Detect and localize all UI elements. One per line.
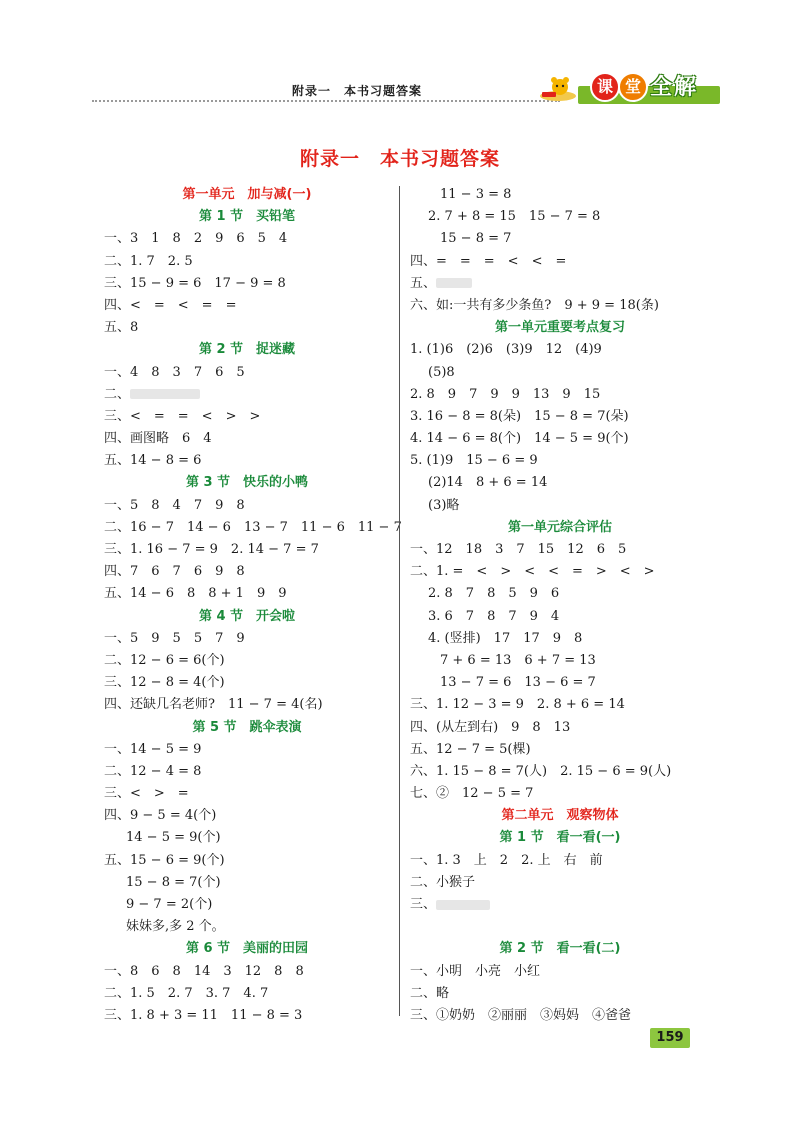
answer-line <box>410 694 710 716</box>
header-dotted-rule <box>92 100 560 102</box>
brand-char-1: 课 <box>590 72 620 102</box>
answer-text: 三、①奶奶 ②丽丽 ③妈妈 ④爸爸 <box>410 1007 632 1023</box>
page-header <box>92 70 720 110</box>
answer-line <box>104 362 390 384</box>
answer-text: 第 2 节 看一看(二) <box>499 941 621 957</box>
answer-line <box>410 184 710 206</box>
answer-text: 六、如:一共有多少条鱼? 9 + 9 = 18(条) <box>410 297 659 313</box>
answer-line <box>410 228 710 250</box>
answer-text: 一、8 6 8 14 3 12 8 8 <box>104 963 304 979</box>
answer-text: 第二单元 观察物体 <box>501 808 619 824</box>
left-column <box>104 184 402 1027</box>
answer-text: 第 6 节 美丽的田园 <box>185 941 309 957</box>
answer-line <box>410 783 710 805</box>
column-divider <box>399 186 400 1016</box>
answer-text: 五、14 − 6 8 8 + 1 9 9 <box>104 586 287 602</box>
answer-line <box>410 495 710 517</box>
answer-text: 二、略 <box>410 985 450 1001</box>
subsection-heading <box>410 317 710 339</box>
header-title: 附录一 本书习题答案 <box>292 84 423 98</box>
answer-text: 1. (1)6 (2)6 (3)9 12 (4)9 <box>410 342 602 358</box>
answer-text: 三、12 − 8 = 4(个) <box>104 675 225 691</box>
bear-mascot-icon <box>538 76 578 102</box>
answer-text: 五、8 <box>104 320 139 336</box>
subsection-heading <box>410 827 710 849</box>
answer-line <box>410 295 710 317</box>
answer-line <box>410 583 710 605</box>
answer-line <box>410 894 710 916</box>
answer-text: 二、1. 5 2. 7 3. 7 4. 7 <box>104 985 269 1001</box>
answer-line <box>410 472 710 494</box>
answer-line <box>410 539 710 561</box>
answer-line <box>104 805 390 827</box>
page-number: 159 <box>650 1028 690 1048</box>
answer-text: 13 − 7 = 6 13 − 6 = 7 <box>440 675 596 691</box>
answer-line <box>104 561 390 583</box>
answer-text: 四、7 6 7 6 9 8 <box>104 564 245 580</box>
answer-text: 五、15 − 6 = 9(个) <box>104 852 225 868</box>
answer-line <box>104 628 390 650</box>
subsection-heading <box>104 606 390 628</box>
answer-line <box>410 561 710 583</box>
answer-line <box>104 1005 390 1027</box>
answer-text: 第一单元重要考点复习 <box>494 320 625 336</box>
answer-text: 第 3 节 快乐的小鸭 <box>185 475 309 491</box>
answer-text: 5. (1)9 15 − 6 = 9 <box>410 453 538 469</box>
answer-text: 4. 14 − 6 = 8(个) 14 − 5 = 9(个) <box>410 431 629 447</box>
answer-line <box>410 251 710 273</box>
answer-text: 2. 8 9 7 9 9 13 9 15 <box>410 386 601 402</box>
blurred-figure <box>436 900 490 910</box>
answer-text: 15 − 8 = 7 <box>440 231 512 247</box>
answer-line <box>104 428 390 450</box>
answer-line <box>104 450 390 472</box>
subsection-heading <box>410 517 710 539</box>
answer-text: 三、1. 16 − 7 = 9 2. 14 − 7 = 7 <box>104 542 319 557</box>
answer-text: 三、1. 8 + 3 = 11 11 − 8 = 3 <box>104 1007 303 1023</box>
brand-title: 全解 <box>650 75 699 100</box>
answer-line <box>410 672 710 694</box>
answer-text: 一、5 8 4 7 9 8 <box>104 497 245 513</box>
answer-text: 三、 <box>410 897 437 912</box>
answer-text: 第一单元 加与减(一) <box>182 187 312 202</box>
answer-text: 9 − 7 = 2(个) <box>126 897 213 912</box>
answer-text: 七、② 12 − 5 = 7 <box>410 786 534 802</box>
answer-line <box>104 916 390 938</box>
answer-line <box>410 384 710 406</box>
answer-line <box>410 916 710 938</box>
subsection-heading <box>104 472 390 494</box>
answer-line <box>104 961 390 983</box>
answer-text: 第一单元综合评估 <box>507 519 612 535</box>
answer-line <box>104 406 390 428</box>
answer-line <box>410 628 710 650</box>
answer-line <box>104 384 390 406</box>
section-heading <box>104 184 390 206</box>
answer-line <box>410 1005 710 1027</box>
right-column <box>410 184 710 1027</box>
answer-text: 11 − 3 = 8 <box>440 187 512 202</box>
answer-text: 3. 16 − 8 = 8(朵) 15 − 8 = 7(朵) <box>410 408 629 424</box>
answer-line <box>104 517 402 539</box>
answer-text: 四、画图略 6 4 <box>104 431 212 447</box>
brand-logo <box>538 70 720 104</box>
answer-text: 二、12 − 4 = 8 <box>104 763 202 779</box>
answer-text: 二、 <box>104 386 131 402</box>
answer-line <box>410 362 710 384</box>
answer-line <box>104 827 390 849</box>
answer-line <box>104 850 390 872</box>
answer-text: 二、12 − 6 = 6(个) <box>104 652 225 668</box>
answer-line <box>410 717 710 739</box>
answer-line <box>410 650 710 672</box>
page-title: 附录一 本书习题答案 <box>299 148 500 170</box>
answer-text: 二、1. 7 2. 5 <box>104 253 193 269</box>
answer-text: 4. (竖排) 17 17 9 8 <box>428 630 583 646</box>
answer-line <box>104 783 390 805</box>
answer-text: 五、14 − 8 = 6 <box>104 453 202 469</box>
answer-line <box>104 295 390 317</box>
answer-line <box>104 983 390 1005</box>
section-heading <box>410 805 710 827</box>
answer-line <box>410 450 710 472</box>
answer-text: 第 4 节 开会啦 <box>198 608 296 624</box>
subsection-heading <box>104 206 390 228</box>
answer-text: 14 − 5 = 9(个) <box>126 830 221 846</box>
answer-line <box>410 273 710 295</box>
answer-text: 3. 6 7 8 7 9 4 <box>428 608 560 624</box>
answer-text: 四、< = < = = <box>104 297 237 313</box>
answer-line <box>104 739 390 761</box>
answer-text: 三、< > = <box>104 786 189 802</box>
answer-line <box>410 428 710 450</box>
answer-text: 第 1 节 看一看(一) <box>499 830 621 846</box>
answer-text: (5)8 <box>428 364 455 380</box>
answer-text: 妹妹多,多 2 个。 <box>126 919 225 935</box>
answer-text: 第 5 节 跳伞表演 <box>192 719 302 735</box>
answer-line <box>104 694 390 716</box>
answer-line <box>410 983 710 1005</box>
answer-text: 二、1. = < > < < = > < > <box>410 564 655 580</box>
blurred-figure <box>436 278 472 288</box>
answer-text: 二、16 − 7 14 − 6 13 − 7 11 − 6 11 − 7 <box>104 519 402 535</box>
answer-line <box>104 894 390 916</box>
answer-text: 四、9 − 5 = 4(个) <box>104 808 217 824</box>
answer-line <box>104 495 390 517</box>
answer-text: (2)14 8 + 6 = 14 <box>428 475 548 491</box>
subsection-heading <box>410 938 710 960</box>
answer-line <box>410 850 710 872</box>
answer-text: 15 − 8 = 7(个) <box>126 874 221 890</box>
blurred-figure <box>130 389 200 399</box>
answer-text: 第 2 节 捉迷藏 <box>198 342 296 358</box>
answer-line <box>410 339 710 361</box>
answer-line <box>104 539 390 561</box>
answer-text: 三、< = = < > > <box>104 408 261 424</box>
answer-text: 2. 7 + 8 = 15 15 − 7 = 8 <box>428 209 601 225</box>
answer-line <box>104 672 390 694</box>
answer-line <box>410 406 710 428</box>
answer-text: 三、15 − 9 = 6 17 − 9 = 8 <box>104 275 286 291</box>
subsection-heading <box>104 938 390 960</box>
answer-line <box>410 961 710 983</box>
brand-char-2: 堂 <box>618 72 648 102</box>
answer-text: 二、小猴子 <box>410 874 476 890</box>
answer-line <box>104 273 390 295</box>
answer-line <box>410 606 710 628</box>
answer-text: 一、12 18 3 7 15 12 6 5 <box>410 542 627 557</box>
answer-text: 一、14 − 5 = 9 <box>104 741 202 757</box>
answer-text: 7 + 6 = 13 6 + 7 = 13 <box>440 652 596 668</box>
answer-line <box>410 761 710 783</box>
answer-text: 六、1. 15 − 8 = 7(人) 2. 15 − 6 = 9(人) <box>410 763 672 779</box>
answer-line <box>104 761 390 783</box>
answer-text: 四、还缺几名老师? 11 − 7 = 4(名) <box>104 697 323 713</box>
answer-text: 一、小明 小亮 小红 <box>410 963 541 979</box>
subsection-heading <box>104 717 390 739</box>
answer-line <box>410 739 710 761</box>
answer-line <box>104 228 390 250</box>
answer-text: 三、1. 12 − 3 = 9 2. 8 + 6 = 14 <box>410 697 625 713</box>
answer-text: 四、= = = < < = <box>410 253 567 269</box>
answer-text: 一、1. 3 上 2 2. 上 右 前 <box>410 852 603 868</box>
answer-line <box>104 650 390 672</box>
answer-line <box>104 317 390 339</box>
answer-text: 一、4 8 3 7 6 5 <box>104 364 245 380</box>
answer-text: 四、(从左到右) 9 8 13 <box>410 719 571 735</box>
subsection-heading <box>104 339 390 361</box>
answer-line <box>104 872 390 894</box>
answer-text: 五、 <box>410 275 437 291</box>
answer-text: 五、12 − 7 = 5(棵) <box>410 741 531 757</box>
answer-line <box>104 251 390 273</box>
answer-text: 2. 8 7 8 5 9 6 <box>428 586 560 602</box>
answer-line <box>410 872 710 894</box>
answer-text: 第 1 节 买铅笔 <box>198 209 296 225</box>
answer-line <box>410 206 710 228</box>
answer-text: (3)略 <box>428 497 460 513</box>
answer-text: 一、5 9 5 5 7 9 <box>104 630 245 646</box>
answer-line <box>104 583 390 605</box>
answer-text: 一、3 1 8 2 9 6 5 4 <box>104 231 288 247</box>
